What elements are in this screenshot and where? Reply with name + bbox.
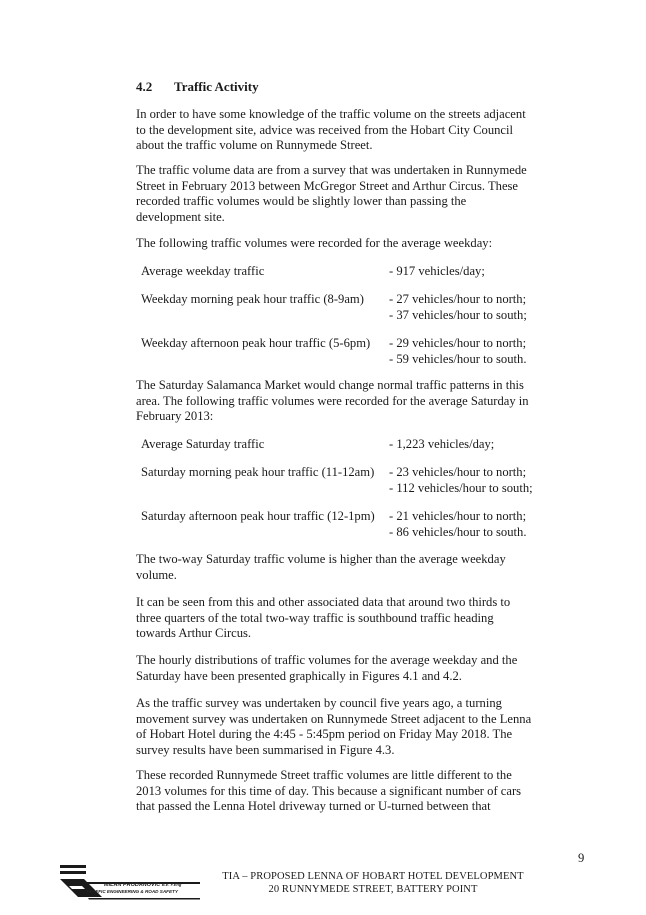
text-line: volume. (136, 567, 177, 582)
volume-label: Saturday afternoon peak hour traffic (12-1pm) (141, 509, 375, 523)
text-line: towards Arthur Circus. (136, 626, 252, 640)
volume-value: - 29 vehicles/hour to north; (389, 336, 527, 350)
logo-qualification: B.E. F.Eng (161, 882, 182, 887)
section-number: 4.2 (136, 79, 153, 94)
paragraph-directional-split (136, 595, 556, 642)
paragraph-intro (136, 107, 556, 154)
text-line: to the development site, advice was received from the Hobart City Council (136, 122, 514, 137)
text-line: February 2013: (136, 409, 214, 423)
section-title: Traffic Activity (174, 79, 259, 94)
text-line: Street in February 2013 between McGregor Street and Arthur Circus. These (136, 178, 519, 193)
paragraph-saturday-intro (136, 378, 556, 425)
volume-label: Weekday morning peak hour traffic (8-9am) (141, 292, 364, 306)
text-line: of Hobart Hotel during the 4:45 - 5:45pm period on Friday May 2018. The (136, 727, 513, 741)
paragraph-saturday-comparison (136, 552, 556, 583)
text-line: movement survey was undertaken on Runnymede Street adjacent to the Lenna (136, 711, 532, 726)
text-line: The following traffic volumes were recorded for the average weekday: (136, 236, 493, 250)
volume-label: Weekday afternoon peak hour traffic (5-6pm) (141, 336, 371, 350)
volume-values (389, 465, 533, 496)
volume-values (389, 437, 494, 453)
volume-value: - 21 vehicles/hour to north; (389, 509, 527, 523)
text-line: 2013 volumes for this time of day. This because a significant number of cars (136, 783, 522, 798)
text-line: These recorded Runnymede Street traffic volumes are little different to the (136, 768, 512, 782)
text-line: Saturday have been presented graphically in Figures 4.1 and 4.2. (136, 668, 462, 683)
paragraph-turning-survey (136, 696, 556, 758)
logo-name: MILAN PRODANOVIC (104, 882, 161, 888)
volume-values (389, 509, 526, 540)
text-line: that passed the Lenna Hotel driveway turned or U-turned between that (136, 799, 491, 813)
text-line: As the traffic survey was undertaken by council five years ago, a turning (136, 696, 502, 710)
paragraph-hourly-distribution (136, 653, 556, 684)
text-line: The Saturday Salamanca Market would change normal traffic patterns in this (136, 378, 524, 392)
volume-value: - 1,223 vehicles/day; (389, 437, 495, 451)
volume-label: Average weekday traffic (141, 264, 265, 278)
volume-values (389, 292, 527, 323)
volume-value: - 27 vehicles/hour to north; (389, 292, 527, 306)
volume-value: - 86 vehicles/hour to south. (389, 524, 527, 539)
text-line: area. The following traffic volumes were recorded for the average Saturday in (136, 393, 529, 408)
volume-values (389, 264, 485, 280)
text-line: three quarters of the total two-way traffic is southbound traffic heading (136, 610, 494, 625)
footer-line-1: TIA – PROPOSED LENNA OF HOBART HOTEL DEVELOPMENT (222, 871, 524, 882)
text-line: In order to have some knowledge of the traffic volume on the streets adjacent (136, 107, 526, 121)
volume-values (389, 336, 526, 367)
volume-label: Saturday morning peak hour traffic (11-12am) (141, 465, 375, 479)
text-line: survey results have been summarised in Figure 4.3. (136, 742, 395, 757)
volume-value: - 23 vehicles/hour to north; (389, 465, 527, 479)
paragraph-weekday-intro (136, 236, 556, 252)
logo-tagline: TRAFFIC ENGINEERING & ROAD SAFETY (86, 889, 178, 894)
volume-value: - 37 vehicles/hour to south; (389, 307, 527, 322)
logo-company-name (104, 882, 181, 888)
section-heading (136, 79, 259, 95)
volume-label: Average Saturday traffic (141, 437, 265, 451)
page-footer (218, 870, 528, 896)
text-line: about the traffic volume on Runnymede Street. (136, 138, 373, 152)
text-line: It can be seen from this and other associated data that around two thirds to (136, 595, 511, 609)
text-line: development site. (136, 209, 225, 224)
text-line: The traffic volume data are from a survey that was undertaken in Runnymede (136, 163, 527, 177)
text-line: recorded traffic volumes would be slightly lower than passing the (136, 194, 467, 208)
paragraph-survey-data (136, 163, 556, 225)
volume-value: - 112 vehicles/hour to south; (389, 480, 533, 495)
text-line: The hourly distributions of traffic volumes for the average weekday and the (136, 653, 518, 667)
text-line: The two-way Saturday traffic volume is higher than the average weekday (136, 552, 506, 566)
page-number: 9 (578, 851, 585, 865)
volume-value: - 59 vehicles/hour to south. (389, 351, 527, 366)
volume-value: - 917 vehicles/day; (389, 264, 485, 278)
paragraph-comparison-2013 (136, 768, 556, 815)
footer-line-2: 20 RUNNYMEDE STREET, BATTERY POINT (268, 884, 478, 895)
